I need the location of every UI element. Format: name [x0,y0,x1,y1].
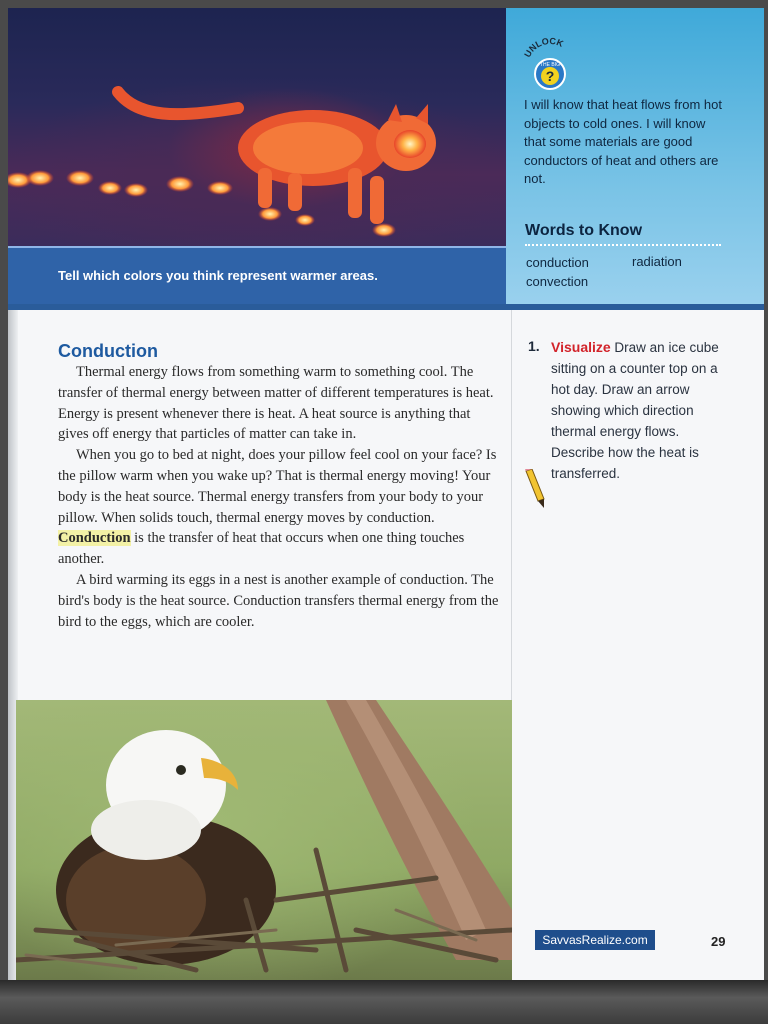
badge-symbol: ? [545,68,555,84]
vocab-word-convection: convection [526,274,589,289]
paragraph-3: A bird warming its eggs in a nest is another example of conduction. The bird's body is the heat source. Conduction transfers thermal energy from the bird to the eggs, which are cooler. [58,571,499,630]
badge-top-text: UNLOCK [522,36,565,60]
key-term: Conduction [58,530,131,547]
thermal-cat-photo [8,8,506,246]
badge-small-text: THE BIG [539,62,561,68]
words-to-know-title: Words to Know [525,222,643,239]
section-title: Conduction [58,341,158,361]
textbook-page [8,8,764,980]
question-body: Draw an ice cube sitting on a counter top on a hot day. Draw an arrow showing which direction thermal energy flows. Describe how the heat is transferred. [551,340,719,481]
savvas-realize-link[interactable]: SavvasRealize.com [535,930,655,950]
eagle-nest-photo [16,700,512,980]
words-divider [525,244,721,246]
vocab-word-radiation: radiation [632,254,682,269]
header-band [8,304,764,310]
vocab-word-conduction: conduction [526,255,589,270]
pencil-icon [522,469,548,509]
definition-text: is the transfer of heat that occurs when one thing touches another. [58,530,465,568]
scan-edge-shadow [0,980,768,1024]
svg-text:UNLOCK [522,36,565,59]
body-text [58,362,504,632]
paragraph-1: Thermal energy flows from something warm to something cool. The transfer of thermal energy between matter of different temperatures is heat. Energy is present whenever there is heat. A heat source is anything that gives off energy that particles of matter can take in. [58,364,494,443]
learning-objective: I will know that heat flows from hot objects to cold ones. I will know that some materials are good conductors of heat and others are not. [524,97,722,186]
photo-caption: Tell which colors you think represent warmer areas. [58,268,378,283]
question-number: 1. [528,338,540,354]
definition [58,528,504,570]
paragraph-2-text: When you go to bed at night, does your pillow feel cool on your face? Is the pillow warm when you wake up? That is thermal energy moving! Your body is the heat source. Thermal energy transfers from your body to your pillow. When solids touch, thermal energy moves by conduction. [58,447,497,526]
unlock-badge-icon [520,36,580,96]
question-keyword: Visualize [551,339,611,355]
paragraph-2 [58,445,504,528]
question-text [551,337,731,484]
page-number: 29 [711,934,726,949]
